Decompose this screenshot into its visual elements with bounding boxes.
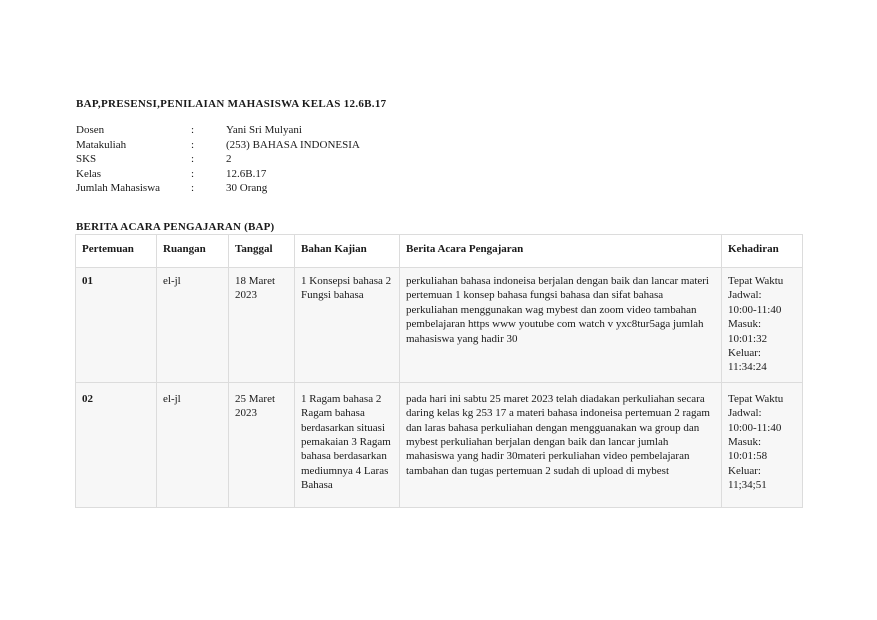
info-row-matakuliah bbox=[76, 138, 360, 153]
info-separator: : bbox=[191, 124, 195, 136]
info-row-dosen bbox=[76, 123, 360, 138]
kehadiran-masuk: 10:01:32 bbox=[728, 332, 768, 345]
kehadiran-jadwal-label: Jadwal: bbox=[728, 289, 762, 302]
info-value: 2 bbox=[226, 153, 232, 165]
info-label: Dosen bbox=[76, 124, 105, 136]
header-ruangan: Ruangan bbox=[157, 235, 229, 268]
table-header-row bbox=[76, 235, 803, 268]
cell-tanggal: 25 Maret 2023 bbox=[229, 382, 295, 507]
section-title: BERITA ACARA PENGAJARAN (BAP) bbox=[76, 221, 275, 233]
kehadiran-masuk: 10:01:58 bbox=[728, 450, 768, 463]
header-bahan-kajian: Bahan Kajian bbox=[295, 235, 400, 268]
info-label: Matakuliah bbox=[76, 138, 127, 151]
document-title: BAP,PRESENSI,PENILAIAN MAHASISWA KELAS 12.6B.17 bbox=[76, 98, 387, 110]
cell-ruangan: el-jl bbox=[157, 382, 229, 507]
header-kehadiran: Kehadiran bbox=[722, 235, 803, 268]
bap-table bbox=[75, 234, 803, 508]
info-label: Kelas bbox=[76, 167, 102, 180]
kehadiran-keluar: 11;34;51 bbox=[728, 479, 767, 492]
table-row bbox=[76, 268, 803, 383]
cell-ruangan: el-jl bbox=[157, 268, 229, 383]
cell-berita-acara: perkuliahan bahasa indoneisa berjalan dengan baik dan lancar materi pertemuan 1 konsep bahasa fungsi bahasa dan sifat bahasa perkuliahan menggunakan wag mybest dan zoom video tambahan pembelajaran https www youtube com watch v yxc8tur5aga jumlah mahasiswa yang hadir 30 bbox=[400, 268, 722, 383]
info-value: Yani Sri Mulyani bbox=[226, 124, 302, 136]
cell-kehadiran bbox=[722, 268, 803, 383]
kehadiran-status: Tepat Waktu bbox=[728, 392, 784, 405]
cell-berita-acara: pada hari ini sabtu 25 maret 2023 telah diadakan perkuliahan secara daring kelas kg 253 17 a materi bahasa indoneisa pertemuan 2 ragam dan laras bahasa perkuliahan dengan mengguanakan wa group dan mybest perkuliahan berjalan dengan baik dan lancar jumlah mahasiswa yang hadir 30materi perkuliahan video pembelajaran tambahan dan tugas pertemuan 2 sudah di upload di mybest bbox=[400, 382, 722, 507]
kehadiran-keluar-label: Keluar: bbox=[728, 347, 761, 360]
cell-pertemuan: 01 bbox=[76, 268, 157, 383]
kehadiran-jadwal: 10:00-11:40 bbox=[728, 303, 782, 316]
table-row bbox=[76, 382, 803, 507]
cell-tanggal: 18 Maret 2023 bbox=[229, 268, 295, 383]
header-berita-acara: Berita Acara Pengajaran bbox=[400, 235, 722, 268]
info-row-kelas bbox=[76, 167, 360, 182]
cell-bahan-kajian: 1 Konsepsi bahasa 2 Fungsi bahasa bbox=[295, 268, 400, 383]
kehadiran-keluar-label: Keluar: bbox=[728, 464, 761, 477]
info-label: Jumlah Mahasiswa bbox=[76, 182, 161, 194]
header-pertemuan: Pertemuan bbox=[76, 235, 157, 268]
cell-bahan-kajian: 1 Ragam bahasa 2 Ragam bahasa berdasarkan situasi pemakaian 3 Ragam bahasa berdasarkan mediumnya 4 Laras Bahasa bbox=[295, 382, 400, 507]
info-separator: : bbox=[191, 167, 195, 180]
kehadiran-keluar: 11:34:24 bbox=[728, 361, 767, 374]
info-separator: : bbox=[191, 138, 195, 151]
info-separator: : bbox=[191, 153, 195, 165]
kehadiran-masuk-label: Masuk: bbox=[728, 436, 761, 449]
course-info bbox=[76, 123, 360, 196]
kehadiran-jadwal: 10:00-11:40 bbox=[728, 421, 782, 434]
info-row-sks bbox=[76, 152, 360, 167]
cell-kehadiran bbox=[722, 382, 803, 507]
info-separator: : bbox=[191, 182, 195, 194]
kehadiran-masuk-label: Masuk: bbox=[728, 318, 761, 331]
kehadiran-status: Tepat Waktu bbox=[728, 275, 784, 287]
info-label: SKS bbox=[76, 153, 97, 165]
info-value: 30 Orang bbox=[226, 182, 268, 194]
info-row-jumlah-mahasiswa bbox=[76, 181, 360, 196]
kehadiran-jadwal-label: Jadwal: bbox=[728, 407, 762, 420]
cell-pertemuan: 02 bbox=[76, 382, 157, 507]
info-value: 12.6B.17 bbox=[226, 167, 267, 180]
header-tanggal: Tanggal bbox=[229, 235, 295, 268]
info-value: (253) BAHASA INDONESIA bbox=[226, 138, 360, 151]
